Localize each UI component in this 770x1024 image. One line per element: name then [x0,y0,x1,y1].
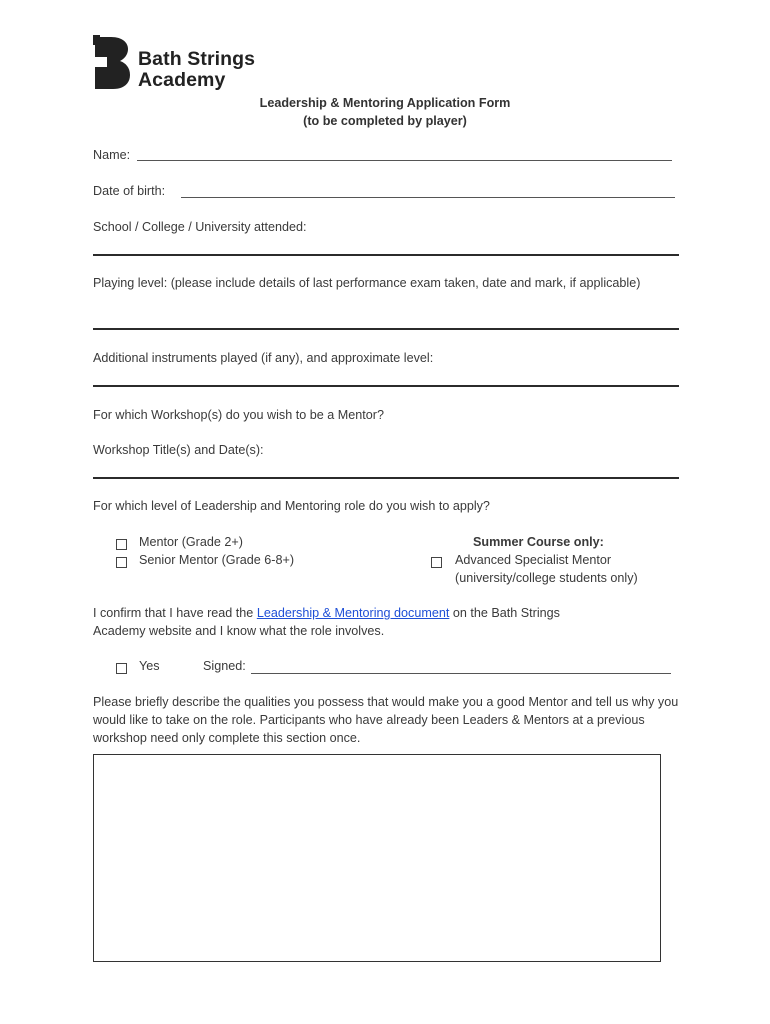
mentor-checkbox[interactable] [116,537,127,555]
dob-label: Date of birth: [93,184,166,198]
qualities-prompt: Please briefly describe the qualities you possess that would make you a good Mentor and tell us why you would like to take on the role. Participants who have already been Leaders & Mentors at a previous workshop need only complete this section once. [93,695,679,745]
workshop-question: For which Workshop(s) do you wish to be a Mentor? [93,408,384,422]
role-question: For which level of Leadership and Mentoring role do you wish to apply? [93,499,490,513]
bath-strings-b-logo-icon [93,35,131,91]
mentor-option-label: Mentor (Grade 2+) [139,535,243,549]
name-field[interactable] [139,146,669,160]
school-field[interactable] [93,238,677,252]
playing-level-field[interactable] [93,312,677,326]
playing-level-rule [93,328,679,330]
confirm-statement-line2: Academy website and I know what the role involves. [93,624,385,638]
instruments-rule [93,385,679,387]
checkbox-square-icon [116,539,127,550]
workshop-rule [93,477,679,479]
playing-level-label: Playing level: (please include details of last performance exam taken, date and mark, if applicable) [93,276,641,290]
signed-label: Signed: [203,659,246,673]
brand-name-line1: Bath Strings [138,48,256,70]
checkbox-square-icon [116,557,127,568]
instruments-label: Additional instruments played (if any), and approximate level: [93,351,434,365]
summer-course-heading: Summer Course only: [473,535,604,549]
senior-mentor-checkbox[interactable] [116,555,127,573]
signature-field[interactable] [253,658,669,672]
signature-underline [251,673,671,674]
logo [93,35,131,96]
confirm-text-before: I confirm that I have read the [93,606,257,620]
brand-name-line2: Academy [138,69,226,91]
dob-underline [181,197,675,198]
specialist-mentor-label-line2: (university/college students only) [455,571,638,585]
confirm-text-after: on the Bath Strings [449,606,560,620]
leadership-document-link[interactable]: Leadership & Mentoring document [256,606,450,620]
form-title: Leadership & Mentoring Application Form [259,96,511,110]
name-label: Name: [93,148,131,162]
workshop-title-field[interactable] [290,443,674,457]
yes-label: Yes [139,659,160,673]
instruments-field[interactable] [93,369,677,383]
specialist-mentor-checkbox[interactable] [431,555,442,573]
qualities-answer-box[interactable] [93,754,661,962]
school-rule [93,254,679,256]
checkbox-square-icon [431,557,442,568]
senior-mentor-option-label: Senior Mentor (Grade 6-8+) [139,553,295,567]
dob-field[interactable] [183,182,673,196]
checkbox-square-icon [116,663,127,674]
confirm-statement-line1 [93,604,560,622]
form-subtitle: (to be completed by player) [303,114,467,128]
school-label: School / College / University attended: [93,220,307,234]
name-underline [137,160,672,161]
workshop-title-label: Workshop Title(s) and Date(s): [93,443,264,457]
specialist-mentor-label-line1: Advanced Specialist Mentor [455,553,612,567]
yes-checkbox[interactable] [116,661,127,679]
